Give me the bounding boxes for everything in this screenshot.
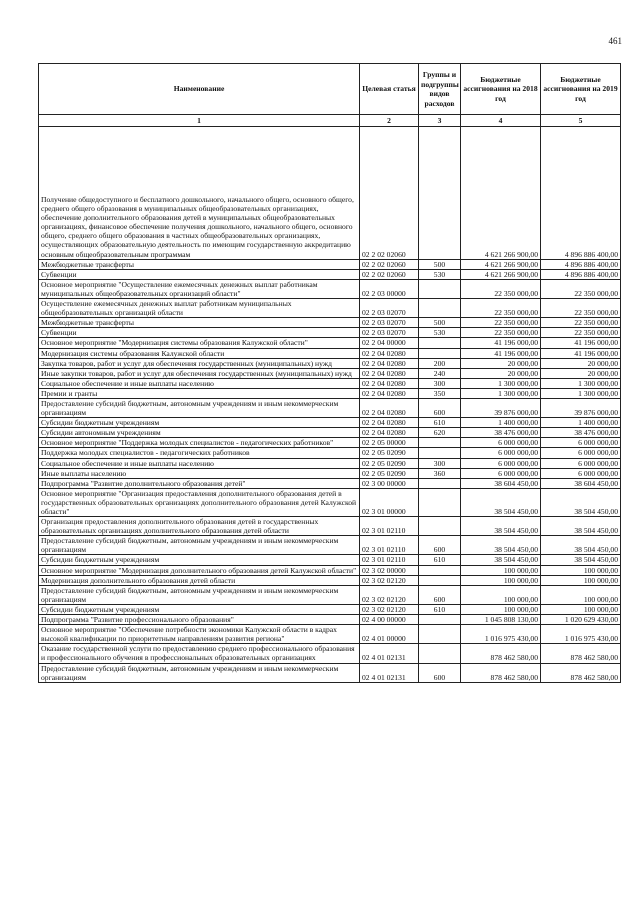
row-target-article: 02 4 00 00000	[360, 615, 419, 625]
column-number: 4	[461, 115, 541, 127]
table-row	[39, 565, 621, 575]
row-amount-2019: 878 462 580,00	[541, 644, 621, 663]
row-name: Иные выплаты населению	[39, 468, 360, 478]
row-amount-2018: 6 000 000,00	[461, 458, 541, 468]
table-row	[39, 318, 621, 328]
row-amount-2018: 22 350 000,00	[461, 299, 541, 318]
row-amount-2019: 6 000 000,00	[541, 438, 621, 448]
row-amount-2019: 41 196 000,00	[541, 348, 621, 358]
row-name: Основное мероприятие "Поддержка молодых специалистов - педагогических работников"	[39, 438, 360, 448]
row-target-article: 02 3 01 02110	[360, 517, 419, 536]
page-number: 461	[608, 36, 622, 46]
row-amount-2019: 38 504 450,00	[541, 536, 621, 555]
header-expense-group: Группы и подгруппы видов расходов	[419, 64, 461, 115]
row-expense-group	[419, 127, 461, 260]
row-expense-group: 610	[419, 555, 461, 565]
row-expense-group	[419, 565, 461, 575]
row-amount-2018: 1 045 808 130,00	[461, 615, 541, 625]
row-name: Предоставление субсидий бюджетным, автономным учреждениям и иным некоммерческим организациям	[39, 585, 360, 604]
row-name: Предоставление субсидий бюджетным, автономным учреждениям и иным некоммерческим организациям	[39, 663, 360, 682]
table-row	[39, 299, 621, 318]
header-row	[39, 64, 621, 115]
row-amount-2018: 20 000,00	[461, 368, 541, 378]
row-expense-group	[419, 348, 461, 358]
table-row	[39, 388, 621, 398]
row-target-article: 02 3 02 02120	[360, 575, 419, 585]
table-row	[39, 517, 621, 536]
row-amount-2019: 38 504 450,00	[541, 517, 621, 536]
row-expense-group: 350	[419, 388, 461, 398]
row-amount-2019: 100 000,00	[541, 604, 621, 614]
row-amount-2019: 20 000,00	[541, 358, 621, 368]
row-name: Иные закупки товаров, работ и услуг для обеспечения государственных (муниципальных) нужд	[39, 368, 360, 378]
table-row	[39, 368, 621, 378]
row-amount-2019: 22 350 000,00	[541, 318, 621, 328]
row-name: Субсидии автономным учреждениям	[39, 428, 360, 438]
row-amount-2019: 38 504 450,00	[541, 555, 621, 565]
row-amount-2019: 41 196 000,00	[541, 338, 621, 348]
row-amount-2018: 6 000 000,00	[461, 438, 541, 448]
row-expense-group: 600	[419, 585, 461, 604]
row-expense-group: 300	[419, 378, 461, 388]
row-amount-2019: 100 000,00	[541, 575, 621, 585]
row-amount-2018: 4 621 266 900,00	[461, 269, 541, 279]
row-target-article: 02 2 04 02080	[360, 368, 419, 378]
row-target-article: 02 2 04 02080	[360, 388, 419, 398]
row-expense-group: 600	[419, 398, 461, 417]
row-amount-2018: 6 000 000,00	[461, 448, 541, 458]
row-amount-2018: 4 621 266 900,00	[461, 127, 541, 260]
row-amount-2018: 4 621 266 900,00	[461, 259, 541, 269]
row-amount-2018: 41 196 000,00	[461, 348, 541, 358]
row-name: Межбюджетные трансферты	[39, 318, 360, 328]
row-expense-group	[419, 338, 461, 348]
row-target-article: 02 2 02 02060	[360, 127, 419, 260]
row-name: Поддержка молодых специалистов - педагогических работников	[39, 448, 360, 458]
table-row	[39, 438, 621, 448]
row-expense-group	[419, 625, 461, 644]
row-name: Подпрограмма "Развитие профессионального образования"	[39, 615, 360, 625]
row-name: Субсидии бюджетным учреждениям	[39, 555, 360, 565]
header-name: Наименование	[39, 64, 360, 115]
table-row	[39, 478, 621, 488]
row-name: Субвенции	[39, 328, 360, 338]
row-name: Подпрограмма "Развитие дополнительного образования детей"	[39, 478, 360, 488]
row-name: Закупка товаров, работ и услуг для обеспечения государственных (муниципальных) нужд	[39, 358, 360, 368]
row-target-article: 02 2 02 02060	[360, 269, 419, 279]
row-target-article: 02 2 04 02080	[360, 348, 419, 358]
table-row	[39, 468, 621, 478]
row-name: Предоставление субсидий бюджетным, автономным учреждениям и иным некоммерческим организациям	[39, 398, 360, 417]
row-amount-2018: 100 000,00	[461, 575, 541, 585]
row-amount-2019: 6 000 000,00	[541, 468, 621, 478]
row-amount-2018: 1 300 000,00	[461, 378, 541, 388]
row-amount-2018: 38 504 450,00	[461, 488, 541, 516]
row-expense-group: 530	[419, 328, 461, 338]
row-amount-2019: 39 876 000,00	[541, 398, 621, 417]
row-expense-group: 200	[419, 358, 461, 368]
row-amount-2018: 20 000,00	[461, 358, 541, 368]
row-amount-2019: 100 000,00	[541, 585, 621, 604]
row-amount-2019: 38 604 450,00	[541, 478, 621, 488]
column-number: 1	[39, 115, 360, 127]
row-target-article: 02 2 03 02070	[360, 328, 419, 338]
row-amount-2019: 6 000 000,00	[541, 448, 621, 458]
row-expense-group	[419, 517, 461, 536]
row-amount-2019: 4 896 886 400,00	[541, 269, 621, 279]
row-amount-2019: 22 350 000,00	[541, 279, 621, 298]
table-row	[39, 358, 621, 368]
table-row	[39, 625, 621, 644]
table-row	[39, 338, 621, 348]
table-row	[39, 448, 621, 458]
column-number: 2	[360, 115, 419, 127]
row-name: Основное мероприятие "Обеспечение потребности экономики Калужской области в кадрах высокой квалификации по приоритетным направлениям развития региона"	[39, 625, 360, 644]
row-amount-2019: 38 504 450,00	[541, 488, 621, 516]
row-expense-group: 360	[419, 468, 461, 478]
row-expense-group: 240	[419, 368, 461, 378]
table-row	[39, 428, 621, 438]
row-target-article: 02 3 01 02110	[360, 555, 419, 565]
row-amount-2019: 1 300 000,00	[541, 388, 621, 398]
row-target-article: 02 3 02 02120	[360, 585, 419, 604]
table-row	[39, 458, 621, 468]
row-amount-2018: 878 462 580,00	[461, 663, 541, 682]
row-target-article: 02 3 01 00000	[360, 488, 419, 516]
row-name: Осуществление ежемесячных денежных выплат работникам муниципальных общеобразовательных организаций области	[39, 299, 360, 318]
row-amount-2018: 38 504 450,00	[461, 536, 541, 555]
header-allocations-2019: Бюджетные ассигнования на 2019 год	[541, 64, 621, 115]
row-name: Оказание государственной услуги по предоставлению среднего профессионального образования и профессионального обучения в профессиональных образовательных организациях	[39, 644, 360, 663]
row-name: Основное мероприятие "Осуществление ежемесячных денежных выплат работникам муниципальных общеобразовательных организаций области"	[39, 279, 360, 298]
row-amount-2018: 39 876 000,00	[461, 398, 541, 417]
row-target-article: 02 2 04 02080	[360, 378, 419, 388]
row-expense-group: 600	[419, 536, 461, 555]
table-row	[39, 585, 621, 604]
table-row	[39, 279, 621, 298]
table-row	[39, 378, 621, 388]
row-expense-group: 610	[419, 604, 461, 614]
row-target-article: 02 3 02 02120	[360, 604, 419, 614]
row-amount-2018: 38 504 450,00	[461, 517, 541, 536]
table-row	[39, 348, 621, 358]
row-target-article: 02 3 00 00000	[360, 478, 419, 488]
column-number-row	[39, 115, 621, 127]
row-name: Субсидии бюджетным учреждениям	[39, 604, 360, 614]
row-target-article: 02 2 05 02090	[360, 458, 419, 468]
row-name: Модернизация дополнительного образования детей области	[39, 575, 360, 585]
row-amount-2018: 22 350 000,00	[461, 318, 541, 328]
row-amount-2019: 1 020 629 430,00	[541, 615, 621, 625]
row-name: Основное мероприятие "Организация предоставления дополнительного образования детей в государственных образовательных организациях дополнительного образования детей Калужской области"	[39, 488, 360, 516]
row-expense-group	[419, 478, 461, 488]
row-amount-2019: 6 000 000,00	[541, 458, 621, 468]
row-name: Социальное обеспечение и иные выплаты населению	[39, 378, 360, 388]
column-number: 3	[419, 115, 461, 127]
row-expense-group	[419, 279, 461, 298]
table-row	[39, 615, 621, 625]
row-target-article: 02 2 03 00000	[360, 279, 419, 298]
row-expense-group	[419, 299, 461, 318]
row-amount-2019: 4 896 886 400,00	[541, 259, 621, 269]
row-amount-2018: 6 000 000,00	[461, 468, 541, 478]
row-target-article: 02 2 05 02090	[360, 468, 419, 478]
row-expense-group	[419, 644, 461, 663]
row-amount-2019: 38 476 000,00	[541, 428, 621, 438]
table-row	[39, 127, 621, 260]
table-row	[39, 398, 621, 417]
row-expense-group: 500	[419, 259, 461, 269]
row-amount-2018: 100 000,00	[461, 604, 541, 614]
row-amount-2018: 878 462 580,00	[461, 644, 541, 663]
row-target-article: 02 2 04 02080	[360, 418, 419, 428]
row-amount-2019: 878 462 580,00	[541, 663, 621, 682]
row-expense-group: 300	[419, 458, 461, 468]
table-row	[39, 644, 621, 663]
row-amount-2019: 22 350 000,00	[541, 328, 621, 338]
row-amount-2019: 4 896 886 400,00	[541, 127, 621, 260]
row-target-article: 02 2 04 00000	[360, 338, 419, 348]
row-expense-group	[419, 575, 461, 585]
row-expense-group: 530	[419, 269, 461, 279]
row-amount-2018: 1 300 000,00	[461, 388, 541, 398]
row-target-article: 02 4 01 02131	[360, 663, 419, 682]
row-name: Предоставление субсидий бюджетным, автономным учреждениям и иным некоммерческим организациям	[39, 536, 360, 555]
row-name: Социальное обеспечение и иные выплаты населению	[39, 458, 360, 468]
row-amount-2019: 22 350 000,00	[541, 299, 621, 318]
row-expense-group: 610	[419, 418, 461, 428]
row-name: Организация предоставления дополнительного образования детей в государственных образовательных организациях дополнительного образования детей области	[39, 517, 360, 536]
row-amount-2018: 22 350 000,00	[461, 279, 541, 298]
table-body	[39, 127, 621, 683]
table-row	[39, 536, 621, 555]
table-row	[39, 269, 621, 279]
budget-table	[38, 63, 621, 683]
table-row	[39, 663, 621, 682]
row-name: Межбюджетные трансферты	[39, 259, 360, 269]
row-target-article: 02 2 04 02080	[360, 398, 419, 417]
row-expense-group	[419, 488, 461, 516]
row-target-article: 02 2 05 00000	[360, 438, 419, 448]
row-name: Основное мероприятие "Модернизация дополнительного образования детей Калужской области"	[39, 565, 360, 575]
row-amount-2018: 22 350 000,00	[461, 328, 541, 338]
row-amount-2018: 38 476 000,00	[461, 428, 541, 438]
row-target-article: 02 4 01 00000	[360, 625, 419, 644]
row-amount-2018: 1 400 000,00	[461, 418, 541, 428]
row-target-article: 02 2 05 02090	[360, 448, 419, 458]
row-target-article: 02 3 01 02110	[360, 536, 419, 555]
row-name: Премии и гранты	[39, 388, 360, 398]
row-target-article: 02 4 01 02131	[360, 644, 419, 663]
row-target-article: 02 2 03 02070	[360, 299, 419, 318]
row-amount-2019: 1 400 000,00	[541, 418, 621, 428]
row-amount-2018: 38 504 450,00	[461, 555, 541, 565]
row-name: Основное мероприятие "Модернизация системы образования Калужской области"	[39, 338, 360, 348]
row-expense-group	[419, 448, 461, 458]
row-name: Субвенции	[39, 269, 360, 279]
row-target-article: 02 2 02 02060	[360, 259, 419, 269]
row-amount-2018: 100 000,00	[461, 565, 541, 575]
header-target-article: Целевая статья	[360, 64, 419, 115]
row-amount-2019: 1 016 975 430,00	[541, 625, 621, 644]
row-target-article: 02 3 02 00000	[360, 565, 419, 575]
row-name: Субсидии бюджетным учреждениям	[39, 418, 360, 428]
table-row	[39, 575, 621, 585]
row-amount-2018: 1 016 975 430,00	[461, 625, 541, 644]
table-row	[39, 328, 621, 338]
row-target-article: 02 2 04 02080	[360, 358, 419, 368]
row-name: Модернизация системы образования Калужской области	[39, 348, 360, 358]
row-expense-group	[419, 438, 461, 448]
table-row	[39, 418, 621, 428]
row-amount-2018: 41 196 000,00	[461, 338, 541, 348]
table-row	[39, 488, 621, 516]
row-target-article: 02 2 03 02070	[360, 318, 419, 328]
row-target-article: 02 2 04 02080	[360, 428, 419, 438]
table-row	[39, 259, 621, 269]
row-expense-group: 500	[419, 318, 461, 328]
column-number: 5	[541, 115, 621, 127]
row-expense-group	[419, 615, 461, 625]
table-row	[39, 604, 621, 614]
row-amount-2019: 20 000,00	[541, 368, 621, 378]
row-amount-2018: 38 604 450,00	[461, 478, 541, 488]
row-expense-group: 620	[419, 428, 461, 438]
row-amount-2019: 100 000,00	[541, 565, 621, 575]
row-name: Получение общедоступного и бесплатного дошкольного, начального общего, основного общего, среднего общего образования в муниципальных общеобразовательных организациях, обеспечение дополнительного образования детей в муниципальных общеобразовательных организациях, финансовое обеспечение получения дошкольного, начального общего, основного общего, среднего общего образования в частных общеобразовательных организациях, осуществляющих образовательную деятельность по имеющим государственную аккредитацию основным общеобразовательным программам	[39, 127, 360, 260]
row-amount-2018: 100 000,00	[461, 585, 541, 604]
row-amount-2019: 1 300 000,00	[541, 378, 621, 388]
table-row	[39, 555, 621, 565]
row-expense-group: 600	[419, 663, 461, 682]
header-allocations-2018: Бюджетные ассигнования на 2018 год	[461, 64, 541, 115]
